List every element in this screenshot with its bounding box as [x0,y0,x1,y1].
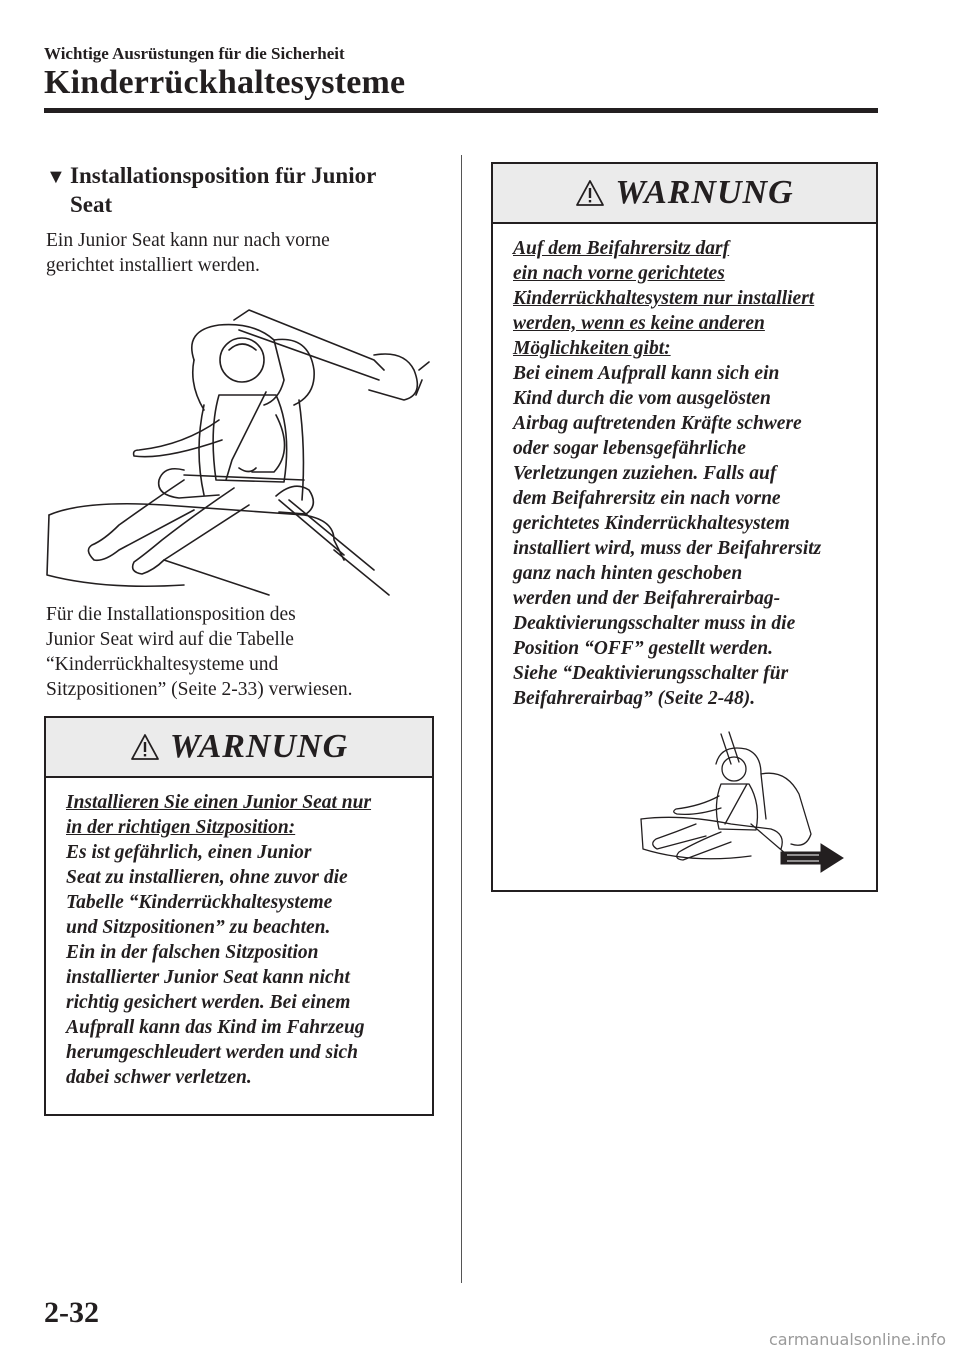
header-rule [44,108,878,113]
watermark: carmanualsonline.info [768,1330,946,1349]
warning-triangle-icon [575,179,605,207]
warning-label: WARNUNG [615,174,794,211]
header-section-label: Wichtige Ausrüstungen für die Sicherheit [44,44,345,63]
junior-seat-illustration [44,300,434,596]
section-heading: ▼ Installationsposition für Junior Seat [46,163,377,217]
warning-box-right [491,162,878,892]
page-number: 2-32 [44,1296,99,1329]
page-title: Kinderrückhaltesysteme [44,64,406,101]
warning-text: Auf dem Beifahrersitz darf ein nach vorne gerichtetes Kinderrückhaltesystem nur installiert werden, wenn es keine anderen Möglichkeiten gibt: Bei einem Aufprall kann sich ein Kind durch die vom ausgelösten Airbag auftretenden Kräfte schwere oder sogar lebensgefährliche Verletzungen zuziehen. Falls auf dem Beifahrersitz ein nach vorne gerichtetes Kinderrückhaltesystem installiert wird, muss der Beifahrersitz ganz nach hinten geschoben werden und der Beifahrerairbag- Deaktivierungsschalter muss in die Position “OFF” gestellt werden. Siehe “Deaktivierungsschalter für Beifahrerairbag” (Seite 2-48). [513,238,822,709]
warning-text: Installieren Sie einen Junior Seat nur in der richtigen Sitzposition: Es ist gefährlich, einen Junior Seat zu installieren, ohne zuvor die Tabelle “Kinderrückhaltesysteme und Sitzpositionen” zu beachten. Ein in der falschen Sitzposition installierter Junior Seat kann nicht richtig gesichert werden. Bei einem Aufprall kann das Kind im Fahrzeug herumgeschleudert werden und sich dabei schwer verletzen. [66,792,372,1088]
warning-box-left [44,716,434,1116]
column-divider [461,155,462,1283]
reference-paragraph: Für die Installationsposition des Junior Seat wird auf die Tabelle “Kinderrückhaltesysteme und Sitzpositionen” (Seite 2-33) verwiesen. [46,604,353,700]
warning-header [493,164,876,224]
warning-header [46,718,432,778]
forward-arrow-icon [781,844,843,872]
warning-triangle-icon [130,733,160,761]
section-triangle-icon: ▼ [46,166,66,188]
intro-paragraph: Ein Junior Seat kann nur nach vorne gerichtet installiert werden. [46,230,330,276]
forward-facing-seat-illustration [621,724,869,874]
warning-label: WARNUNG [169,728,349,765]
